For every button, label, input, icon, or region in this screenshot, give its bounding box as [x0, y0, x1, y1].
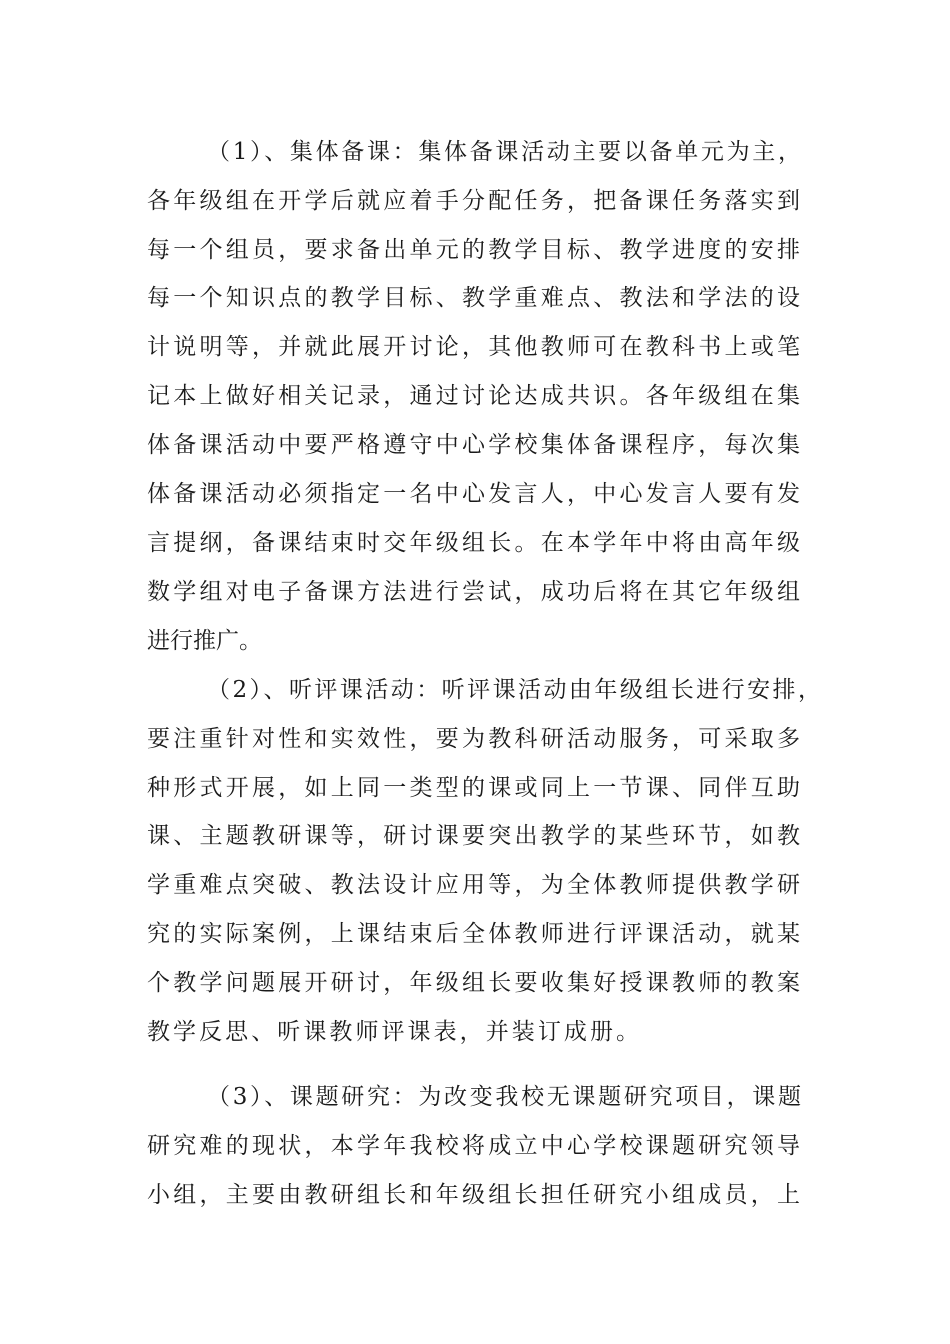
paragraph-1-line-2: 各年级组在开学后就应着手分配任务，把备课任务落实到 [147, 188, 800, 214]
paragraph-1-line-5: 计说明等，并就此展开讨论，其他教师可在教科书上或笔 [147, 334, 800, 360]
paragraph-2-line-6: 究的实际案例，上课结束后全体教师进行评课活动，就某 [147, 921, 800, 947]
paragraph-1-line-4: 每一个知识点的教学目标、教学重难点、教法和学法的设 [147, 285, 800, 311]
paragraph-2-line-1: （2）、听评课活动：听评课活动由年级组长进行安排， [207, 677, 821, 703]
paragraph-3-line-1: （3）、课题研究：为改变我校无课题研究项目，课题 [207, 1084, 801, 1110]
paragraph-1-line-1: （1）、集体备课：集体备课活动主要以备单元为主， [207, 139, 801, 165]
paragraph-2-line-8: 教学反思、听课教师评课表，并装订成册。 [147, 1019, 639, 1045]
paragraph-1-line-10: 数学组对电子备课方法进行尝试，成功后将在其它年级组 [147, 579, 800, 605]
paragraph-3-line-3: 小组，主要由教研组长和年级组长担任研究小组成员，上 [147, 1182, 800, 1208]
paragraph-2-line-3: 种形式开展，如上同一类型的课或同上一节课、同伴互助 [147, 775, 800, 801]
paragraph-1-line-11: 进行推广。 [147, 628, 262, 654]
paragraph-3-line-2: 研究难的现状，本学年我校将成立中心学校课题研究领导 [147, 1133, 800, 1159]
paragraph-2-line-2: 要注重针对性和实效性，要为教科研活动服务，可采取多 [147, 726, 800, 752]
paragraph-2-line-4: 课、主题教研课等，研讨课要突出教学的某些环节，如教 [147, 823, 800, 849]
paragraph-2-line-5: 学重难点突破、教法设计应用等，为全体教师提供教学研 [147, 872, 800, 898]
paragraph-1-line-9: 言提纲，备课结束时交年级组长。在本学年中将由高年级 [147, 530, 800, 556]
paragraph-1-line-3: 每一个组员，要求备出单元的教学目标、教学进度的安排 [147, 237, 800, 263]
paragraph-1-line-6: 记本上做好相关记录，通过讨论达成共识。各年级组在集 [147, 383, 800, 409]
paragraph-1-line-7: 体备课活动中要严格遵守中心学校集体备课程序，每次集 [147, 432, 800, 458]
paragraph-2-line-7: 个教学问题展开研讨，年级组长要收集好授课教师的教案 [147, 970, 800, 996]
paragraph-1-line-8: 体备课活动必须指定一名中心发言人，中心发言人要有发 [147, 481, 800, 507]
